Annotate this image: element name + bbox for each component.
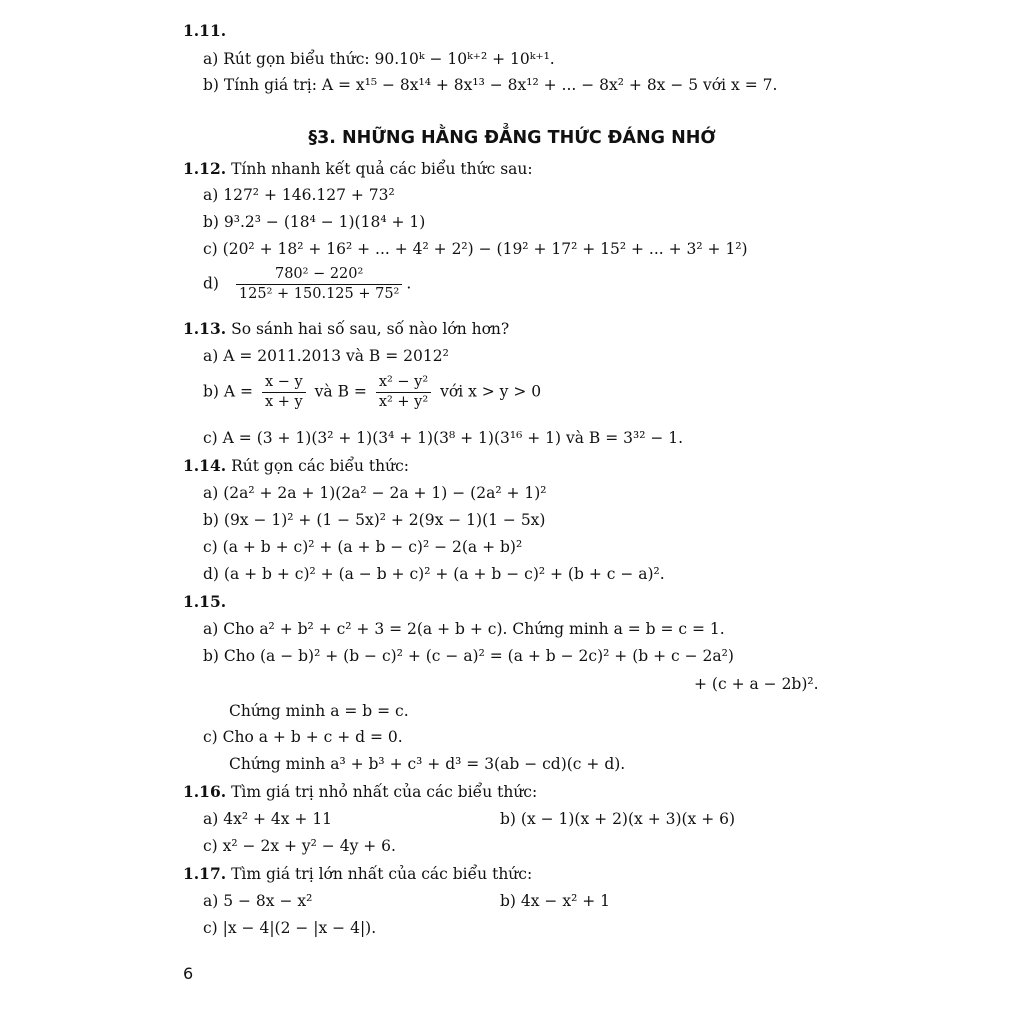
fraction-numerator: x² − y² bbox=[378, 374, 429, 390]
problem-1-12-a: a) 127² + 146.127 + 73² bbox=[203, 186, 395, 204]
problem-1-13-c: c) A = (3 + 1)(3² + 1)(3⁴ + 1)(3⁸ + 1)(3¹⁶ + 1) và B = 3³² − 1. bbox=[203, 429, 684, 447]
problem-1-13-b-mid: và B = bbox=[314, 382, 367, 401]
problem-1-14-c: c) (a + b + c)² + (a + b − c)² − 2(a + b)² bbox=[203, 538, 523, 556]
problem-1-14 bbox=[183, 456, 409, 476]
problem-1-15-number: 1.15. bbox=[183, 592, 227, 611]
problem-1-12-d-end: . bbox=[406, 274, 412, 293]
problem-1-13-b-fraction-a bbox=[262, 374, 306, 411]
problem-1-14-a: a) (2a² + 2a + 1)(2a² − 2a + 1) − (2a² + 1)² bbox=[203, 484, 547, 502]
problem-1-17-a: a) 5 − 8x − x² bbox=[203, 892, 313, 910]
problem-1-13-b-fraction-b bbox=[376, 374, 431, 411]
problem-1-16 bbox=[183, 782, 537, 802]
problem-1-15-c-line1: c) Cho a + b + c + d = 0. bbox=[203, 728, 403, 746]
section-title: §3. NHỮNG HẰNG ĐẲNG THỨC ĐÁNG NHỚ bbox=[308, 128, 716, 148]
problem-1-13-b bbox=[203, 374, 541, 411]
problem-1-16-c: c) x² − 2x + y² − 4y + 6. bbox=[203, 837, 396, 855]
fraction-denominator: x² + y² bbox=[376, 392, 431, 411]
problem-1-14-number: 1.14. bbox=[183, 456, 227, 475]
problem-1-13-stem: So sánh hai số sau, số nào lớn hơn? bbox=[231, 320, 510, 338]
page-number: 6 bbox=[183, 964, 194, 983]
problem-1-11-a: a) Rút gọn biểu thức: 90.10ᵏ − 10ᵏ⁺² + 10ᵏ⁺¹. bbox=[203, 50, 555, 68]
problem-1-15-b-line2: + (c + a − 2b)². bbox=[694, 675, 819, 693]
fraction-denominator: 125² + 150.125 + 75² bbox=[236, 284, 402, 303]
problem-1-11-b: b) Tính giá trị: A = x¹⁵ − 8x¹⁴ + 8x¹³ − 8x¹² + ... − 8x² + 8x − 5 với x = 7. bbox=[203, 76, 778, 94]
problem-1-14-stem: Rút gọn các biểu thức: bbox=[231, 457, 410, 475]
problem-1-17 bbox=[183, 864, 532, 884]
problem-1-12 bbox=[183, 159, 533, 179]
problem-1-17-c: c) |x − 4|(2 − |x − 4|). bbox=[203, 919, 377, 937]
problem-1-16-stem: Tìm giá trị nhỏ nhất của các biểu thức: bbox=[231, 783, 538, 801]
problem-1-13-number: 1.13. bbox=[183, 319, 227, 338]
problem-1-15-b-line3: Chứng minh a = b = c. bbox=[229, 702, 409, 720]
problem-1-13-a: a) A = 2011.2013 và B = 2012² bbox=[203, 347, 449, 365]
problem-1-14-d: d) (a + b + c)² + (a − b + c)² + (a + b − c)² + (b + c − a)². bbox=[203, 565, 665, 583]
problem-1-15-a: a) Cho a² + b² + c² + 3 = 2(a + b + c). Chứng minh a = b = c = 1. bbox=[203, 620, 725, 638]
problem-1-12-d bbox=[203, 266, 411, 303]
problem-1-15-b-line1: b) Cho (a − b)² + (b − c)² + (c − a)² = (a + b − 2c)² + (b + c − 2a²) bbox=[203, 647, 734, 665]
problem-1-11-number: 1.11. bbox=[183, 21, 227, 40]
problem-1-16-number: 1.16. bbox=[183, 782, 227, 801]
problem-1-12-d-fraction bbox=[236, 266, 402, 303]
problem-1-17-b: b) 4x − x² + 1 bbox=[500, 892, 610, 910]
problem-1-12-d-label: d) bbox=[203, 274, 219, 293]
problem-1-12-c: c) (20² + 18² + 16² + ... + 4² + 2²) − (19² + 17² + 15² + ... + 3² + 1²) bbox=[203, 240, 748, 258]
fraction-numerator: 780² − 220² bbox=[274, 266, 364, 282]
problem-1-12-stem: Tính nhanh kết quả các biểu thức sau: bbox=[231, 160, 533, 178]
problem-1-13-b-tail: với x > y > 0 bbox=[440, 382, 542, 401]
problem-1-13 bbox=[183, 319, 509, 339]
problem-1-17-stem: Tìm giá trị lớn nhất của các biểu thức: bbox=[231, 865, 533, 883]
problem-1-12-b: b) 9³.2³ − (18⁴ − 1)(18⁴ + 1) bbox=[203, 213, 426, 231]
problem-1-12-number: 1.12. bbox=[183, 159, 227, 178]
fraction-denominator: x + y bbox=[262, 392, 306, 411]
problem-1-16-a: a) 4x² + 4x + 11 bbox=[203, 810, 333, 828]
problem-1-16-b: b) (x − 1)(x + 2)(x + 3)(x + 6) bbox=[500, 810, 736, 828]
problem-1-14-b: b) (9x − 1)² + (1 − 5x)² + 2(9x − 1)(1 − 5x) bbox=[203, 511, 546, 529]
fraction-numerator: x − y bbox=[264, 374, 303, 390]
problem-1-13-b-lead: b) A = bbox=[203, 382, 254, 401]
problem-1-15-c-line2: Chứng minh a³ + b³ + c³ + d³ = 3(ab − cd)(c + d). bbox=[229, 755, 626, 773]
problem-1-17-number: 1.17. bbox=[183, 864, 227, 883]
